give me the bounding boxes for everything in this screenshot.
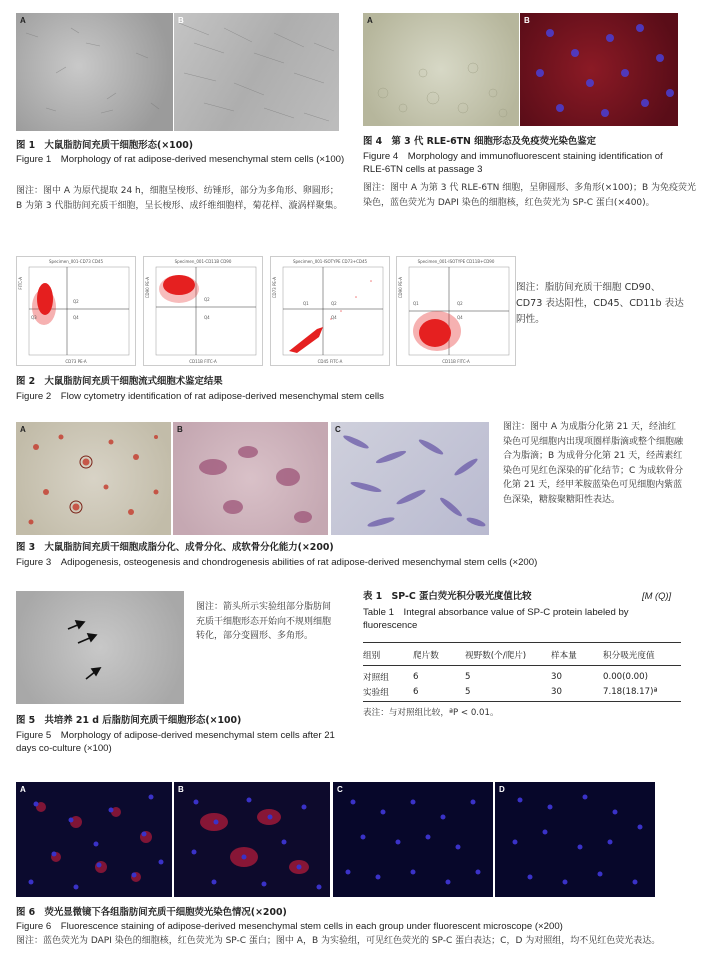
table1-title-zh: 表 1 SP-C 蛋白荧光积分吸光度值比较 xyxy=(363,591,532,602)
flow-plot-3-q1: Q1 xyxy=(303,301,309,306)
flow-plot-4-xlabel: CD11B FITC-A xyxy=(442,359,470,364)
table1-header-cell: 组别 xyxy=(363,650,381,661)
fig6-panel-a-cells xyxy=(16,782,172,897)
fig4-panel-b-nuclei xyxy=(520,13,678,126)
flow-plot-1-q3: Q3 xyxy=(31,315,37,320)
table1-cell: 对照组 xyxy=(363,672,389,683)
flow-plot-2-q4: Q4 xyxy=(204,315,210,320)
flow-plot-1-xlabel: CD73 PE-A xyxy=(65,359,87,364)
fig1-caption-zh: 图 1 大鼠脂肪间充质干细胞形态(×100) xyxy=(16,140,194,151)
flow-plot-2-q2: Q2 xyxy=(204,297,210,302)
fig5-caption-en: Figure 5 Morphology of adipose-derived mesenchymal stem cells after 21 days co-culture (×100) xyxy=(16,730,335,754)
table-row xyxy=(363,684,681,699)
table1-cell: 6 xyxy=(413,686,419,697)
fig6-panel-d-label: D xyxy=(499,785,505,794)
fig1-panel-a xyxy=(16,13,173,131)
fig3-panel-b-label: B xyxy=(177,425,183,434)
fig6-caption-zh: 图 6 荧光显微镜下各组脂肪间充质干细胞荧光染色情况(×200) xyxy=(16,907,287,918)
fig3-caption-zh: 图 3 大鼠脂肪间充质干细胞成脂分化、成骨分化、成软骨分化能力(×200) xyxy=(16,542,334,553)
flow-plot-4-q1: Q1 xyxy=(413,301,419,306)
flow-plot-1-q4: Q4 xyxy=(73,315,79,320)
fig6-panel-a-label: A xyxy=(20,785,26,794)
fig3-panel-b-mineral-nodules xyxy=(173,422,328,535)
table1-cell: 实验组 xyxy=(363,687,389,698)
flow-plot-3-title: Specimen_001-ISOTYPE CD73+CD45 xyxy=(292,259,368,264)
table1 xyxy=(363,647,681,662)
fig1-panel-a-label: A xyxy=(20,16,26,25)
fig2-note: 图注：脂肪间充质干细胞 CD90、CD73 表达阳性，CD45、CD11b 表达阴性。 xyxy=(516,282,684,325)
fig6-panel-b xyxy=(174,782,330,897)
fig1-panel-b-texture xyxy=(174,13,339,131)
fig5-arrows xyxy=(16,591,184,704)
fig1-panel-b-label: B xyxy=(178,16,184,25)
fig3-panel-c-stained-cells xyxy=(331,422,489,535)
table1-cell: 7.18(18.17)ª xyxy=(603,686,658,697)
flow-plot-3-ylabel: CD73 PE-A xyxy=(272,277,277,299)
table1-body xyxy=(363,669,681,699)
fig3-panel-b xyxy=(173,422,328,535)
table1-header-cell: 样本量 xyxy=(551,650,577,661)
fig2-caption-zh: 图 2 大鼠脂肪间充质干细胞流式细胞术鉴定结果 xyxy=(16,376,223,387)
table1-header-cell: 爬片数 xyxy=(413,650,439,661)
flow-plot-3-q2: Q2 xyxy=(331,301,337,306)
fig3-panel-a-lipid-droplets xyxy=(16,422,171,535)
fig4-panel-a-texture xyxy=(363,13,519,126)
table1-cell: 0.00(0.00) xyxy=(603,671,648,682)
flow-plot-4-title: Specimen_001-ISOTYPE CD11B+CD90 xyxy=(417,259,495,264)
table1-mid-rule xyxy=(363,665,681,666)
fig5-panel xyxy=(16,591,184,704)
flow-plot-4-scatter xyxy=(397,257,515,365)
fig3-caption-en: Figure 3 Adipogenesis, osteogenesis and chondrogenesis abilities of rat adipose-derived mesenchymal stem cells (×200) xyxy=(16,557,538,568)
table1-header-row xyxy=(363,647,681,662)
fig1-panel-a-texture xyxy=(16,13,173,131)
flow-plot-3-xlabel: CD45 FITC-A xyxy=(317,359,343,364)
fig4-note: 图注：图中 A 为第 3 代 RLE-6TN 细胞，呈卵圆形、多角形(×100)；B 为免疫荧光染色，蓝色荧光为 DAPI 染色的细胞核，红色荧光为 SP-C 蛋白(×400)。 xyxy=(363,183,696,208)
flow-plot-3-q4: Q4 xyxy=(331,315,337,320)
fig3-panel-c xyxy=(331,422,489,535)
fig1-panel-b xyxy=(174,13,339,131)
fig4-panel-a xyxy=(363,13,519,126)
fig3-panel-c-label: C xyxy=(335,425,341,434)
flow-plot-3 xyxy=(270,256,390,366)
fig4-caption-en: Figure 4 Morphology and immunofluorescent staining identification of RLE-6TN cells at passage 3 xyxy=(363,151,663,175)
fig4-panel-b xyxy=(520,13,678,126)
fig6-panel-b-label: B xyxy=(178,785,184,794)
fig2-caption-en: Figure 2 Flow cytometry identification of rat adipose-derived mesenchymal stem cells xyxy=(16,391,384,402)
fig4-panel-b-label: B xyxy=(524,16,530,25)
table1-header-cell: 积分吸光度值 xyxy=(603,650,655,661)
table-row xyxy=(363,669,681,684)
table1-stat-label: [M (Q)] xyxy=(642,590,672,601)
fig3-panel-a xyxy=(16,422,171,535)
table1-title-en: Table 1 Integral absorbance value of SP-C protein labeled by fluorescence xyxy=(363,607,629,631)
flow-plot-1-ylabel: FITC-A xyxy=(18,277,23,290)
flow-plot-4-ylabel: CD90 PE-A xyxy=(398,277,403,299)
flow-plot-3-scatter xyxy=(271,257,389,365)
flow-plot-2-ylabel: CD90 PE-A xyxy=(145,277,150,299)
flow-plot-2 xyxy=(143,256,263,366)
table1-bottom-rule xyxy=(363,701,681,702)
flow-plot-1-title: Specimen_001-CD73 CD45 xyxy=(48,259,104,264)
flow-plot-1-q2: Q2 xyxy=(73,299,79,304)
fig1-note: 图注：图中 A 为原代提取 24 h，细胞呈梭形、纺锤形，部分为多角形、卵圆形；B 为第 3 代脂肪间充质干细胞，呈长梭形、成纤维细胞样，菊花样、漩涡样聚集。 xyxy=(16,186,343,211)
fig3-note: 图注：图中 A 为成脂分化第 21 天，经油红染色可见细胞内出现项圈样脂滴或整个细胞融合为脂滴；B 为成骨分化第 21 天，经茜素红染色可见红色深染的矿化结节；C 为成软骨分化第 21 天，经甲苯胺蓝染色可见细胞内紫蓝色深染，糖胺聚糖阳性表达。 xyxy=(503,422,684,505)
table1-header-cell: 视野数(个/爬片) xyxy=(465,650,527,661)
flow-plot-2-scatter xyxy=(144,257,262,365)
fig6-note: 图注：蓝色荧光为 DAPI 染色的细胞核，红色荧光为 SP-C 蛋白；图中 A，B 为实验组，可见红色荧光的 SP-C 蛋白表达；C，D 为对照组，均不见红色荧光表达。 xyxy=(16,936,661,946)
fig4-caption-zh: 图 4 第 3 代 RLE-6TN 细胞形态及免疫荧光染色鉴定 xyxy=(363,136,596,147)
fig6-panel-c-label: C xyxy=(337,785,343,794)
fig1-caption-en: Figure 1 Morphology of rat adipose-derived mesenchymal stem cells (×100) xyxy=(16,154,345,165)
fig6-panel-d-nuclei xyxy=(495,782,655,897)
flow-plot-4-q2: Q2 xyxy=(457,301,463,306)
fig6-panel-b-cells xyxy=(174,782,330,897)
flow-plot-4 xyxy=(396,256,516,366)
table1-cell: 30 xyxy=(551,686,562,697)
flow-plot-2-title: Specimen_001-CD11B CD90 xyxy=(174,259,232,264)
table1-top-rule xyxy=(363,642,681,643)
table1-cell: 5 xyxy=(465,686,471,697)
fig5-caption-zh: 图 5 共培养 21 d 后脂肪间充质干细胞形态(×100) xyxy=(16,715,242,726)
table1-cell: 5 xyxy=(465,671,471,682)
fig6-panel-c-nuclei xyxy=(333,782,493,897)
fig6-caption-en: Figure 6 Fluorescence staining of adipose-derived mesenchymal stem cells in each group under fluorescent microscope (×200) xyxy=(16,921,563,932)
fig4-panel-a-label: A xyxy=(367,16,373,25)
table1-cell: 6 xyxy=(413,671,419,682)
fig5-note: 图注：箭头所示实验组部分脂肪间充质干细胞形态开始向不规则细胞转化，部分变圆形、多角形。 xyxy=(196,602,332,641)
table1-note: 表注：与对照组比较，ªP < 0.01。 xyxy=(363,708,499,718)
fig3-panel-a-label: A xyxy=(20,425,26,434)
flow-plot-4-q4: Q4 xyxy=(457,315,463,320)
flow-plot-1-scatter xyxy=(17,257,135,365)
flow-plot-1 xyxy=(16,256,136,366)
fig6-panel-a xyxy=(16,782,172,897)
flow-plot-2-xlabel: CD11B FITC-A xyxy=(189,359,217,364)
fig6-panel-d xyxy=(495,782,655,897)
fig6-panel-c xyxy=(333,782,493,897)
table1-cell: 30 xyxy=(551,671,562,682)
